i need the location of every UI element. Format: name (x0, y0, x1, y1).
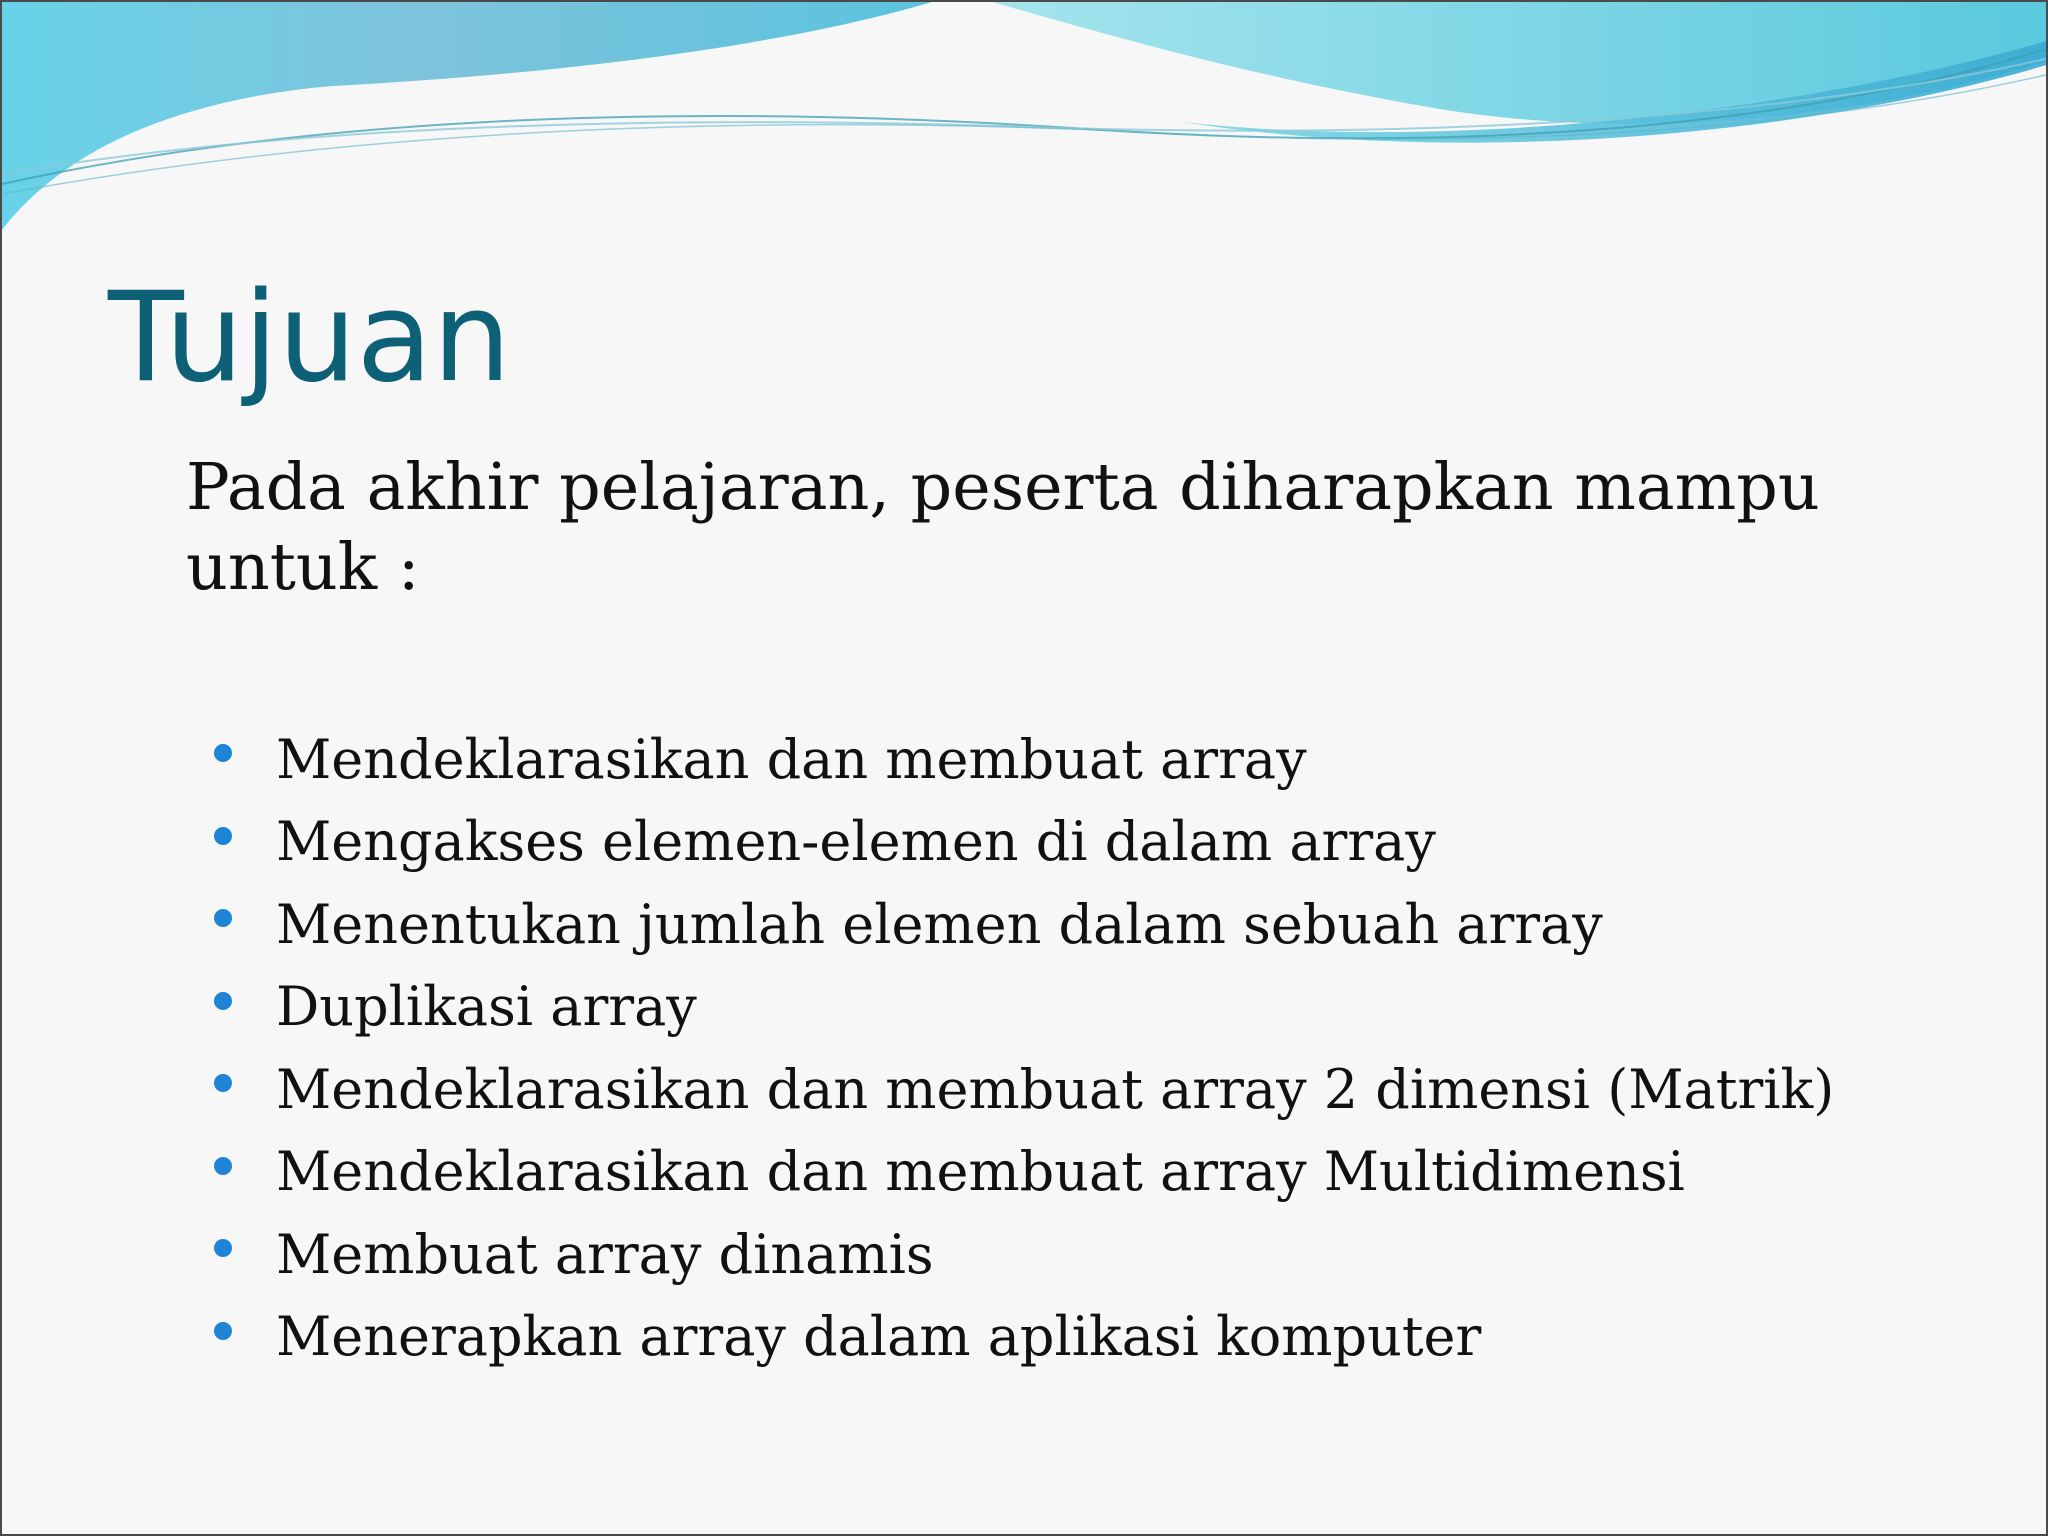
objective-item (214, 1048, 2034, 1131)
objective-item (214, 1213, 2034, 1296)
objective-text: Menerapkan array dalam aplikasi komputer (276, 1305, 1482, 1369)
objectives-list (214, 718, 2034, 1378)
bullet-dot-icon (214, 909, 232, 927)
bullet-dot-icon (214, 992, 232, 1010)
slide-title: Tujuan (108, 266, 512, 410)
bullet-dot-icon (214, 1074, 232, 1092)
bullet-dot-icon (214, 1322, 232, 1340)
objective-text: Mendeklarasikan dan membuat array 2 dimensi (Matrik) (276, 1057, 1835, 1121)
objective-text: Duplikasi array (276, 975, 697, 1039)
objective-item (214, 801, 2034, 884)
objective-text: Menentukan jumlah elemen dalam sebuah array (276, 892, 1603, 956)
bullet-dot-icon (214, 1239, 232, 1257)
objective-item (214, 883, 2034, 966)
objective-text: Mendeklarasikan dan membuat array Multidimensi (276, 1140, 1685, 1204)
header-wave-decoration (2, 2, 2048, 242)
objective-item (214, 966, 2034, 1049)
bullet-dot-icon (214, 1157, 232, 1175)
bullet-dot-icon (214, 827, 232, 845)
objective-text: Membuat array dinamis (276, 1222, 934, 1286)
objective-text: Mengakses elemen-elemen di dalam array (276, 810, 1436, 874)
bullet-dot-icon (214, 744, 232, 762)
intro-text: Pada akhir pelajaran, peserta diharapkan mampu untuk : (186, 450, 1820, 605)
objective-text: Mendeklarasikan dan membuat array (276, 727, 1307, 791)
objective-item (214, 718, 2034, 801)
objective-item (214, 1296, 2034, 1379)
objective-item (214, 1131, 2034, 1214)
